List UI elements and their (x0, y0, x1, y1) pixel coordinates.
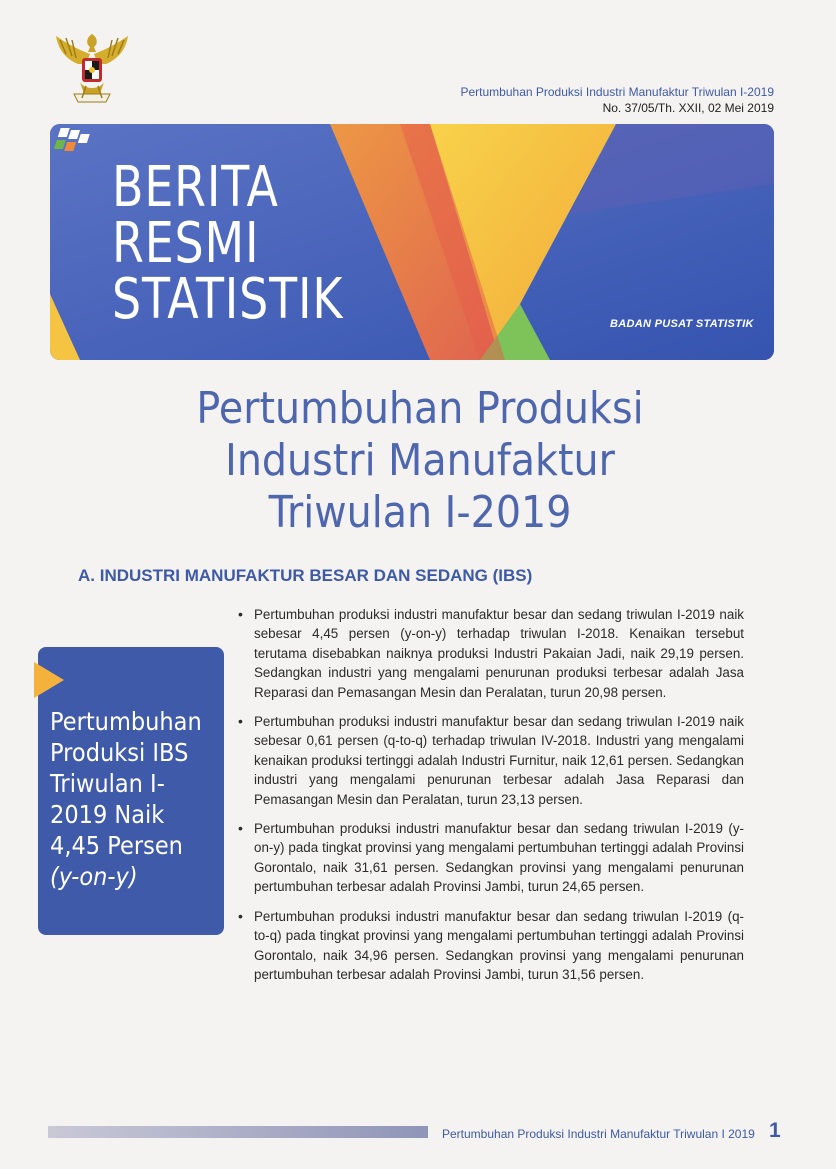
bullet-text: Pertumbuhan produksi industri manufaktur besar dan sedang triwulan I-2019 (y-on-y) pada tingkat provinsi yang mengalami pertumbuhan tertinggi adalah Provinsi Gorontalo, naik 31,61 persen. Sedangkan provinsi yang mengalami penurunan pertumbuhan terbesar adalah Provinsi Jambi, turun 24,65 persen. (254, 821, 744, 895)
bullet-text: Pertumbuhan produksi industri manufaktur besar dan sedang triwulan I-2019 naik sebesar 0,61 persen (q-to-q) terhadap triwulan IV-2018. Industri yang mengalami kenaikan produksi tertinggi adalah Industri Furnitur, naik 12,61 persen. Sedangkan industri yang mengalami penurunan terbesar adalah Jasa Reparasi dan Pemasangan Mesin dan Peralatan, turun 23,13 persen. (254, 714, 744, 807)
highlight-arrow-icon (34, 662, 64, 698)
bullet-icon: • (238, 820, 243, 837)
banner-title-line: STATISTIK (112, 267, 344, 332)
footer-bar (48, 1126, 428, 1138)
summary-bullet-list (236, 605, 744, 994)
page-title-line: Triwulan I-2019 (268, 487, 572, 538)
bullet-icon: • (238, 606, 243, 622)
list-item (236, 712, 744, 809)
banner-title-line: RESMI (112, 211, 260, 276)
publication-number: No. 37/05/Th. XXII, 02 Mei 2019 (602, 101, 774, 115)
section-heading: A. INDUSTRI MANUFAKTUR BESAR DAN SEDANG (IBS) (78, 566, 533, 585)
highlight-text (50, 706, 203, 892)
list-item (236, 605, 744, 702)
bps-logo-icon (50, 124, 96, 160)
banner-title (112, 155, 344, 332)
highlight-line-italic: (y-on-y) (50, 862, 138, 891)
banner-title-line: BERITA (112, 155, 279, 220)
page-title-line: Pertumbuhan Produksi (196, 383, 644, 434)
bullet-text: Pertumbuhan produksi industri manufaktur besar dan sedang triwulan I-2019 naik sebesar 4,45 persen (y-on-y) terhadap triwulan I-2018. Kenaikan tersebut terutama disebabkan naiknya produksi Industri Pakaian Jadi, naik 29,19 persen. Sedangkan industri yang mengalami penurunan produksi terbesar adalah Jasa Reparasi dan Pemasangan Mesin dan Peralatan, turun 20,98 persen. (254, 607, 744, 700)
highlight-line: Produksi IBS (50, 738, 189, 767)
bullet-icon: • (238, 713, 243, 730)
highlight-line: Pertumbuhan (50, 707, 202, 736)
garuda-pancasila-emblem-icon (52, 28, 132, 110)
publication-header (461, 84, 775, 116)
brs-banner (50, 124, 774, 360)
page-title-line: Industri Manufaktur (225, 435, 615, 486)
highlight-line: Triwulan I- (50, 769, 165, 798)
bullet-text: Pertumbuhan produksi industri manufaktur besar dan sedang triwulan I-2019 (q-to-q) pada tingkat provinsi yang mengalami pertumbuhan tertinggi adalah Provinsi Gorontalo, naik 34,96 persen. Sedangkan provinsi yang mengalami penurunan pertumbuhan terbesar adalah Provinsi Jambi, turun 31,56 persen. (254, 908, 744, 982)
agency-name: BADAN PUSAT STATISTIK (610, 318, 754, 330)
list-item (236, 907, 744, 985)
page-number: 1 (769, 1119, 781, 1142)
page-title (96, 383, 744, 539)
publication-title: Pertumbuhan Produksi Industri Manufaktur Triwulan I-2019 (460, 85, 774, 99)
highlight-line: 4,45 Persen (50, 831, 183, 860)
bullet-icon: • (238, 907, 243, 924)
footer-title: Pertumbuhan Produksi Industri Manufaktur Triwulan I 2019 (442, 1127, 755, 1141)
list-item (236, 819, 744, 897)
highlight-line: 2019 Naik (50, 800, 165, 829)
